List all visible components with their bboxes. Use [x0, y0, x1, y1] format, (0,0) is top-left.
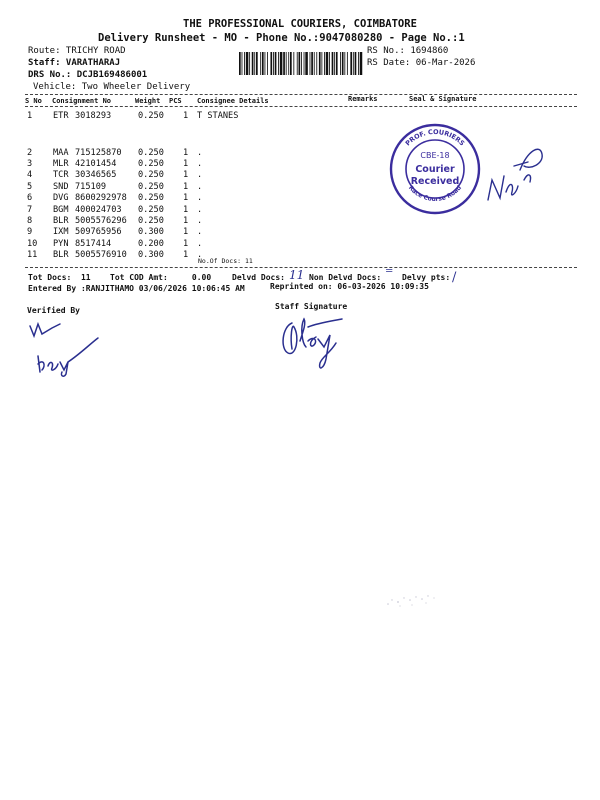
- reprinted-on: Reprinted on: 06-03-2026 10:09:35: [270, 282, 429, 291]
- table-row: [0, 216, 600, 227]
- barcode-bar: [336, 52, 338, 75]
- barcode-bar: [360, 52, 363, 75]
- col-seal: Seal & Signature: [409, 95, 477, 103]
- cell-weight: 0.250: [138, 111, 164, 121]
- barcode-bar: [319, 52, 321, 75]
- cell-weight: 0.300: [138, 250, 164, 260]
- cell-weight: 0.250: [138, 159, 164, 169]
- route-label: Route: TRICHY ROAD: [28, 46, 126, 56]
- cell-consignee: .: [197, 159, 203, 169]
- cell-prefix: SND: [53, 182, 69, 192]
- cell-prefix: BGM: [53, 205, 69, 215]
- barcode-bar: [353, 52, 354, 75]
- barcode-bar: [305, 52, 308, 75]
- barcode-bar: [254, 52, 255, 75]
- header-rule-top: [25, 94, 577, 95]
- cell-prefix: BLR: [53, 250, 69, 260]
- cell-consignee: .: [197, 182, 203, 192]
- staff-signature: [278, 313, 348, 375]
- cell-consignment-no: 509765956: [75, 227, 122, 237]
- barcode-bar: [262, 52, 264, 75]
- cell-pcs: 1: [183, 182, 189, 192]
- cell-consignee: .: [197, 250, 203, 260]
- cell-sno: 8: [27, 216, 33, 226]
- delvd-docs-handwritten: 11: [289, 268, 305, 282]
- table-row: [0, 227, 600, 238]
- table-row: [0, 239, 600, 250]
- barcode-bar: [299, 52, 301, 75]
- delvy-pts-handwritten: /: [452, 270, 457, 285]
- cell-pcs: 1: [183, 227, 189, 237]
- barcode-bar: [252, 52, 254, 75]
- table-row: [0, 205, 600, 216]
- col-pcs: PCS: [169, 97, 182, 105]
- barcode-bar: [329, 52, 330, 75]
- cell-weight: 0.250: [138, 205, 164, 215]
- cell-consignment-no: 30346565: [75, 170, 117, 180]
- barcode-bar: [347, 52, 348, 75]
- barcode-bar: [342, 52, 344, 75]
- table-row: [0, 250, 600, 261]
- col-consignment: Consignment No: [52, 97, 112, 105]
- no-of-docs: No.Of Docs: 11: [198, 257, 253, 265]
- non-delvd-docs: Non Delvd Docs:: [309, 273, 382, 282]
- barcode-bar: [288, 52, 289, 75]
- non-delvd-handwritten: =: [385, 266, 394, 277]
- courier-received-stamp: [385, 120, 485, 216]
- cell-prefix: BLR: [53, 216, 69, 226]
- cell-sno: 1: [27, 111, 33, 121]
- cell-consignment-no: 42101454: [75, 159, 117, 169]
- barcode-bar: [334, 52, 335, 75]
- barcode-bar: [293, 52, 294, 75]
- barcode-bar: [265, 52, 266, 75]
- barcode-bar: [344, 52, 345, 75]
- cell-consignment-no: 715109: [75, 182, 107, 192]
- col-consignee: Consignee Details: [197, 97, 269, 105]
- tot-docs: Tot Docs: 11: [28, 273, 91, 282]
- barcode-bar: [244, 52, 245, 75]
- cell-prefix: PYN: [53, 239, 69, 249]
- vehicle-label: Vehicle: Two Wheeler Delivery: [33, 82, 191, 92]
- cell-consignee: .: [197, 148, 203, 158]
- barcode-bar: [249, 52, 250, 75]
- verified-by-label: Verified By: [27, 306, 80, 315]
- barcode-bar: [256, 52, 258, 75]
- staff-signature-label: Staff Signature: [275, 302, 348, 311]
- cell-pcs: 1: [183, 193, 189, 203]
- cell-consignee: T STANES: [197, 111, 239, 121]
- barcode-bar: [283, 52, 285, 75]
- barcode-bar: [332, 52, 334, 75]
- delvd-docs: Delvd Docs:: [232, 273, 285, 282]
- cell-weight: 0.250: [138, 193, 164, 203]
- col-weight: Weight: [135, 97, 161, 105]
- stamp-top-text: PROF. COURIERS: [403, 127, 467, 148]
- receiver-signature: [484, 140, 546, 205]
- cell-sno: 3: [27, 159, 33, 169]
- cell-sno: 11: [27, 250, 38, 260]
- barcode-bar: [246, 52, 249, 75]
- drs-number: DRS No.: DCJB169486001: [28, 70, 148, 80]
- cell-weight: 0.250: [138, 148, 164, 158]
- cell-sno: 7: [27, 205, 33, 215]
- barcode-bar: [297, 52, 298, 75]
- cell-consignment-no: 5005576296: [75, 216, 127, 226]
- cell-sno: 2: [27, 148, 33, 158]
- rs-number: RS No.: 1694860: [367, 46, 449, 56]
- verifier-signature: [26, 318, 101, 378]
- stamp-branch: CBE-18: [420, 151, 450, 160]
- cell-consignment-no: 400024703: [75, 205, 122, 215]
- cell-consignment-no: 5005576910: [75, 250, 127, 260]
- barcode-bar: [321, 52, 322, 75]
- delvy-pts: Delvy pts:: [402, 273, 451, 282]
- cell-pcs: 1: [183, 111, 189, 121]
- cell-consignee: .: [197, 239, 203, 249]
- cell-pcs: 1: [183, 148, 189, 158]
- barcode: [239, 52, 363, 75]
- cell-consignee: .: [197, 193, 203, 203]
- col-remarks: Remarks: [348, 95, 378, 103]
- cell-consignee: .: [197, 216, 203, 226]
- tot-cod-amount: Tot COD Amt: 0.00: [110, 273, 212, 282]
- barcode-bar: [340, 52, 341, 75]
- header-rule-bottom: [25, 106, 577, 107]
- cell-prefix: MAA: [53, 148, 69, 158]
- stamp-line-received: Received: [410, 176, 460, 187]
- stamp-line-courier: Courier: [415, 164, 455, 175]
- entered-by: Entered By :RANJITHAMO 03/06/2026 10:06:45 AM: [28, 284, 245, 293]
- barcode-bar: [311, 52, 313, 75]
- barcode-bar: [314, 52, 315, 75]
- barcode-bar: [326, 52, 329, 75]
- staff-label: Staff: VARATHARAJ: [28, 58, 121, 68]
- barcode-bar: [278, 52, 279, 75]
- cell-consignment-no: 715125870: [75, 148, 122, 158]
- cell-weight: 0.250: [138, 182, 164, 192]
- barcode-bar: [275, 52, 277, 75]
- barcode-bar: [280, 52, 283, 75]
- cell-consignee: .: [197, 170, 203, 180]
- runsheet-subtitle: Delivery Runsheet - MO - Phone No.:9047080280 - Page No.:1: [98, 32, 465, 44]
- table-row: [0, 111, 600, 122]
- barcode-bar: [267, 52, 268, 75]
- cell-pcs: 1: [183, 250, 189, 260]
- cell-weight: 0.250: [138, 216, 164, 226]
- barcode-bar: [260, 52, 261, 75]
- barcode-bar: [324, 52, 325, 75]
- cell-pcs: 1: [183, 170, 189, 180]
- cell-consignee: .: [197, 227, 203, 237]
- stamp-bottom-text: Race Course Road: [406, 184, 464, 203]
- cell-weight: 0.200: [138, 239, 164, 249]
- cell-sno: 10: [27, 239, 38, 249]
- barcode-bar: [310, 52, 311, 75]
- barcode-bar: [273, 52, 274, 75]
- barcode-bar: [301, 52, 302, 75]
- cell-sno: 4: [27, 170, 33, 180]
- barcode-bar: [304, 52, 305, 75]
- cell-consignee: .: [197, 205, 203, 215]
- barcode-bar: [242, 52, 243, 75]
- cell-prefix: IXM: [53, 227, 69, 237]
- cell-prefix: DVG: [53, 193, 69, 203]
- cell-prefix: ETR: [53, 111, 69, 121]
- barcode-bar: [355, 52, 357, 75]
- cell-sno: 9: [27, 227, 33, 237]
- col-sno: S No: [25, 97, 42, 105]
- barcode-bar: [239, 52, 241, 75]
- cell-pcs: 1: [183, 239, 189, 249]
- svg-text:Race Course Road: [407, 184, 463, 203]
- cell-prefix: MLR: [53, 159, 69, 169]
- cell-consignment-no: 8517414: [75, 239, 112, 249]
- cell-prefix: TCR: [53, 170, 69, 180]
- cell-consignment-no: 3018293: [75, 111, 112, 121]
- barcode-bar: [316, 52, 317, 75]
- cell-pcs: 1: [183, 205, 189, 215]
- rs-date: RS Date: 06-Mar-2026: [367, 58, 476, 68]
- cell-weight: 0.250: [138, 170, 164, 180]
- cell-pcs: 1: [183, 216, 189, 226]
- barcode-bar: [270, 52, 272, 75]
- company-title: THE PROFESSIONAL COURIERS, COIMBATORE: [183, 18, 417, 30]
- cell-weight: 0.300: [138, 227, 164, 237]
- cell-pcs: 1: [183, 159, 189, 169]
- barcode-bar: [290, 52, 292, 75]
- cell-sno: 5: [27, 182, 33, 192]
- barcode-bar: [350, 52, 352, 75]
- scan-smudge: [382, 590, 442, 614]
- cell-consignment-no: 8600292978: [75, 193, 127, 203]
- barcode-bar: [286, 52, 287, 75]
- cell-sno: 6: [27, 193, 33, 203]
- barcode-bar: [358, 52, 359, 75]
